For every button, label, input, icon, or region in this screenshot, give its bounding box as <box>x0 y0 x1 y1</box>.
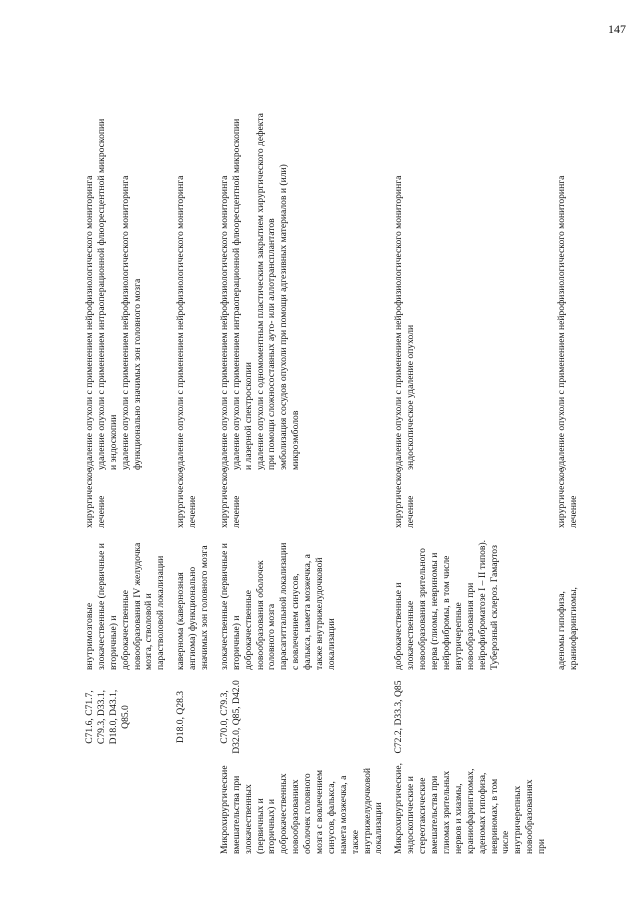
treatment-cell: хирургическое лечение <box>175 467 199 528</box>
codes-cell <box>554 674 586 760</box>
disease-cell: аденомы гипофиза, краниофарингиомы, <box>555 587 579 670</box>
method-item: эндоскопическое удаление опухоли <box>405 324 417 470</box>
rotated-table-wrapper <box>82 108 597 858</box>
method-item: удаление опухоли с одномоментным пластическим закрытием хирургического дефекта при помощи сложносоставных ауто- или аллотрансплантатов <box>254 113 278 470</box>
page-number: 147 <box>608 22 626 36</box>
profile-cell: Микрохирургические вмешательства при злокачественных (первичных и вторичных) и доброкачественных новообразованиях оболочек головного мозга с вовлечением синусов, фалькса, намета мозжечка, а также внутрижелудочковой локализации <box>218 765 385 854</box>
method-item: удаление опухоли с применением нейрофизиологического мониторинга <box>555 175 567 470</box>
method-cell <box>554 108 586 474</box>
table-row <box>217 108 391 858</box>
method-item: удаление опухоли с применением нейрофизиологического мониторинга <box>218 175 230 470</box>
profile-cell: Микрохирургические, эндоскопические и стереотаксические вмешательства при глиомах зрительных нервов и хиазмы, краниофарингиомах, аденомах гипофиза, невриномах, в том числе внутричерепных новообразованиях при <box>393 763 548 854</box>
treatment-cell: хирургическое лечение <box>84 467 107 528</box>
method-item: удаление опухоли с применением нейрофизиологического мониторинга <box>393 175 405 470</box>
disease-cell: кавернома (кавернозная ангиома) функционально значимых зон головного мозга <box>175 545 211 670</box>
method-item: удаление опухоли с применением интраоперационной флюоресцентной микроскопии и лазерной спектроскопии <box>230 118 254 470</box>
treatment-cell: хирургическое лечение <box>393 467 417 528</box>
table-row <box>554 108 586 858</box>
treatment-cell: хирургическое лечение <box>218 467 242 528</box>
method-item: удаление опухоли с применением нейрофизиологического мониторинга <box>175 175 187 470</box>
codes-cell: D18.0, Q28.3 <box>175 690 187 744</box>
codes-cell: C71.6, C71.7, C79.3, D33.1, D18.0, D43.1, Q85.0 <box>84 689 131 745</box>
disease-cell: злокачественные (первичные и вторичные) и доброкачественные новообразования оболочек головного мозга парасагиттальной локализации с вовлечением синусов, фалькса, намета мозжечка, а также внутрижелудочковой локализации <box>218 542 337 670</box>
method-item: удаление опухоли с применением нейрофизиологического мониторинга <box>84 175 95 470</box>
profile-cell <box>554 760 586 858</box>
method-item: удаление опухоли с применением интраоперационной флюоресцентной микроскопии и эндоскопии <box>95 118 119 470</box>
profile-cell <box>173 760 217 858</box>
codes-cell: C72.2, D33.3, Q85 <box>393 680 405 754</box>
disease-cell: доброкачественные и злокачественные новообразования зрительного нерва (глиомы, невриномы и нейрофибромы, в том числе внутричерепные новообразования при нейрофиброматозе I – II типов). Туберозный склероз. Гамартоз <box>393 539 500 670</box>
method-item: удаление опухоли с применением нейрофизиологического мониторинга функционально значимых зон головного мозга <box>119 175 143 470</box>
method-cell <box>173 108 217 474</box>
table-row <box>82 108 173 858</box>
table-row <box>173 108 217 858</box>
table-row <box>391 108 554 858</box>
method-item: эмболизация сосудов опухоли при помощи адгезивных материалов и (или) микроэмболов <box>278 164 302 470</box>
treatment-table <box>82 108 586 858</box>
disease-cell: внутримозговые злокачественные (первичные и вторичные) и доброкачественные новообразования IV желудочка мозга, стволовой и парастволовой локализации <box>84 542 167 670</box>
codes-cell: C70.0, C79.3, D32.0, Q85, D42.0 <box>218 680 242 754</box>
method-cell <box>391 108 554 474</box>
method-cell <box>217 108 391 474</box>
profile-cell <box>82 760 173 858</box>
treatment-cell: хирургическое лечение <box>555 467 579 528</box>
method-cell <box>82 108 173 474</box>
